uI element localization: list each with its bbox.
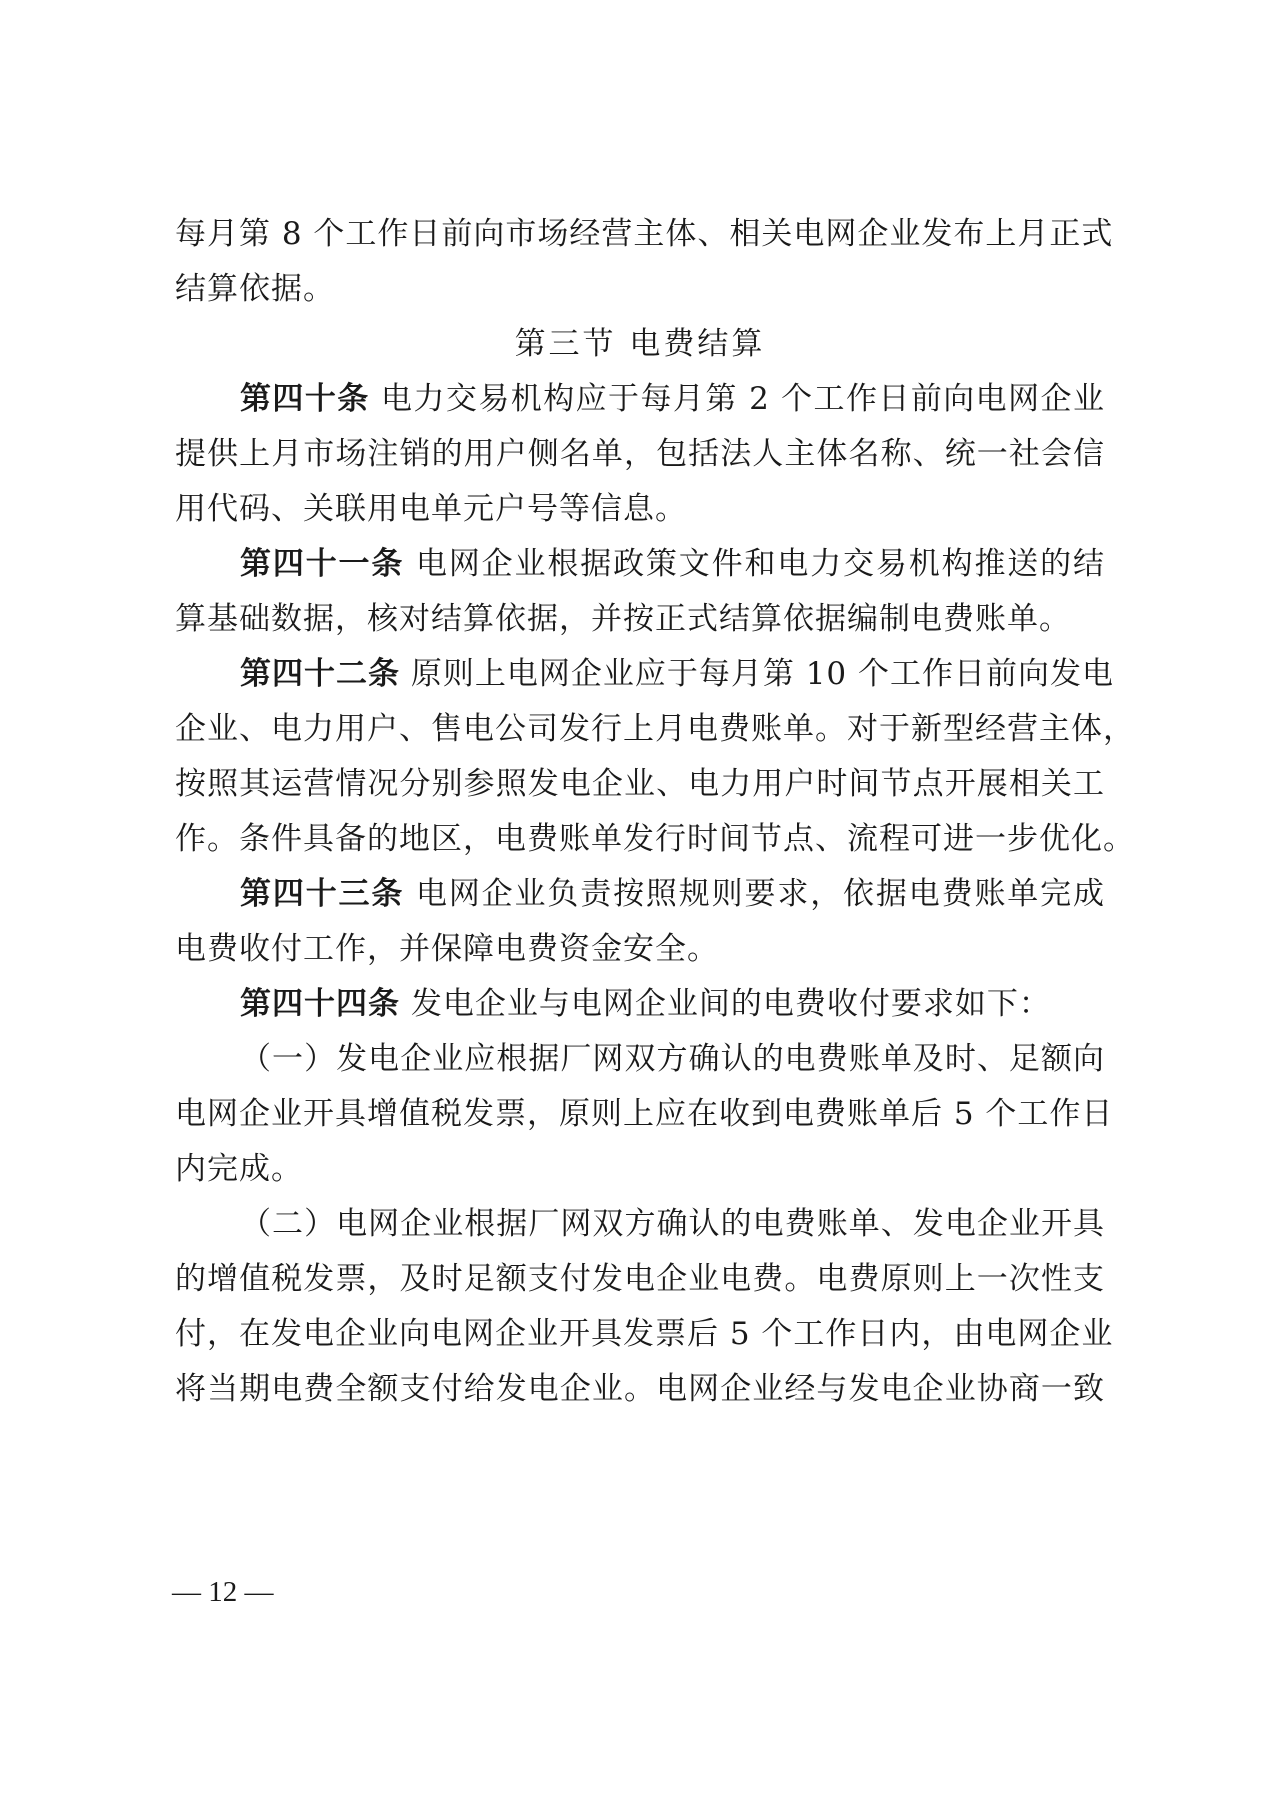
- article-44-line-1: [240, 984, 1105, 1024]
- section-heading: 第三节 电费结算: [514, 326, 766, 362]
- article-42-label: 第四十二条: [240, 656, 400, 692]
- intro-line-2: 结算依据。: [175, 271, 335, 307]
- article-41-line-2: 算基础数据，核对结算依据，并按正式结算依据编制电费账单。: [175, 601, 1071, 637]
- intro-line-1: 每月第 8 个工作日前向市场经营主体、相关电网企业发布上月正式: [175, 216, 1114, 252]
- article-43-text-1: 电网企业负责按照规则要求，依据电费账单完成: [404, 876, 1106, 912]
- article-43-line-1: [240, 874, 1105, 914]
- item-2-line-3: 付，在发电企业向电网企业开具发票后 5 个工作日内，由电网企业: [175, 1316, 1114, 1352]
- item-1-line-3: 内完成。: [175, 1151, 303, 1187]
- item-2-line-1: （二）电网企业根据厂网双方确认的电费账单、发电企业开具: [240, 1206, 1105, 1242]
- article-44-label: 第四十四条: [240, 986, 400, 1022]
- article-41-text-1: 电网企业根据政策文件和电力交易机构推送的结: [404, 546, 1106, 582]
- article-42-line-4: 作。条件具备的地区，电费账单发行时间节点、流程可进一步优化。: [175, 821, 1135, 857]
- item-2-line-2: 的增值税发票，及时足额支付发电企业电费。电费原则上一次性支: [175, 1261, 1105, 1297]
- item-1-line-2: 电网企业开具增值税发票，原则上应在收到电费账单后 5 个工作日: [175, 1096, 1114, 1132]
- article-42-line-3: 按照其运营情况分别参照发电企业、电力用户时间节点开展相关工: [175, 766, 1105, 802]
- article-42-line-1: [240, 654, 1115, 694]
- article-43-label: 第四十三条: [240, 876, 405, 912]
- article-42-line-2: 企业、电力用户、售电公司发行上月电费账单。对于新型经营主体，: [175, 711, 1135, 747]
- article-41-label: 第四十一条: [240, 546, 405, 582]
- article-44-text-1: 发电企业与电网企业间的电费收付要求如下：: [400, 986, 1051, 1022]
- article-40-line-2: 提供上月市场注销的用户侧名单，包括法人主体名称、统一社会信: [175, 436, 1105, 472]
- article-43-line-2: 电费收付工作，并保障电费资金安全。: [175, 931, 719, 967]
- article-40-line-3: 用代码、关联用电单元户号等信息。: [175, 491, 687, 527]
- article-40-text-1: 电力交易机构应于每月第 2 个工作日前向电网企业: [369, 381, 1105, 417]
- item-2-line-4: 将当期电费全额支付给发电企业。电网企业经与发电企业协商一致: [175, 1371, 1105, 1407]
- article-40-label: 第四十条: [240, 381, 370, 417]
- article-42-text-1: 原则上电网企业应于每月第 10 个工作日前向发电: [400, 656, 1115, 692]
- article-41-line-1: [240, 544, 1105, 584]
- page-number: — 12 —: [172, 1576, 274, 1608]
- item-1-line-1: （一）发电企业应根据厂网双方确认的电费账单及时、足额向: [240, 1041, 1105, 1077]
- article-40-line-1: [240, 379, 1105, 419]
